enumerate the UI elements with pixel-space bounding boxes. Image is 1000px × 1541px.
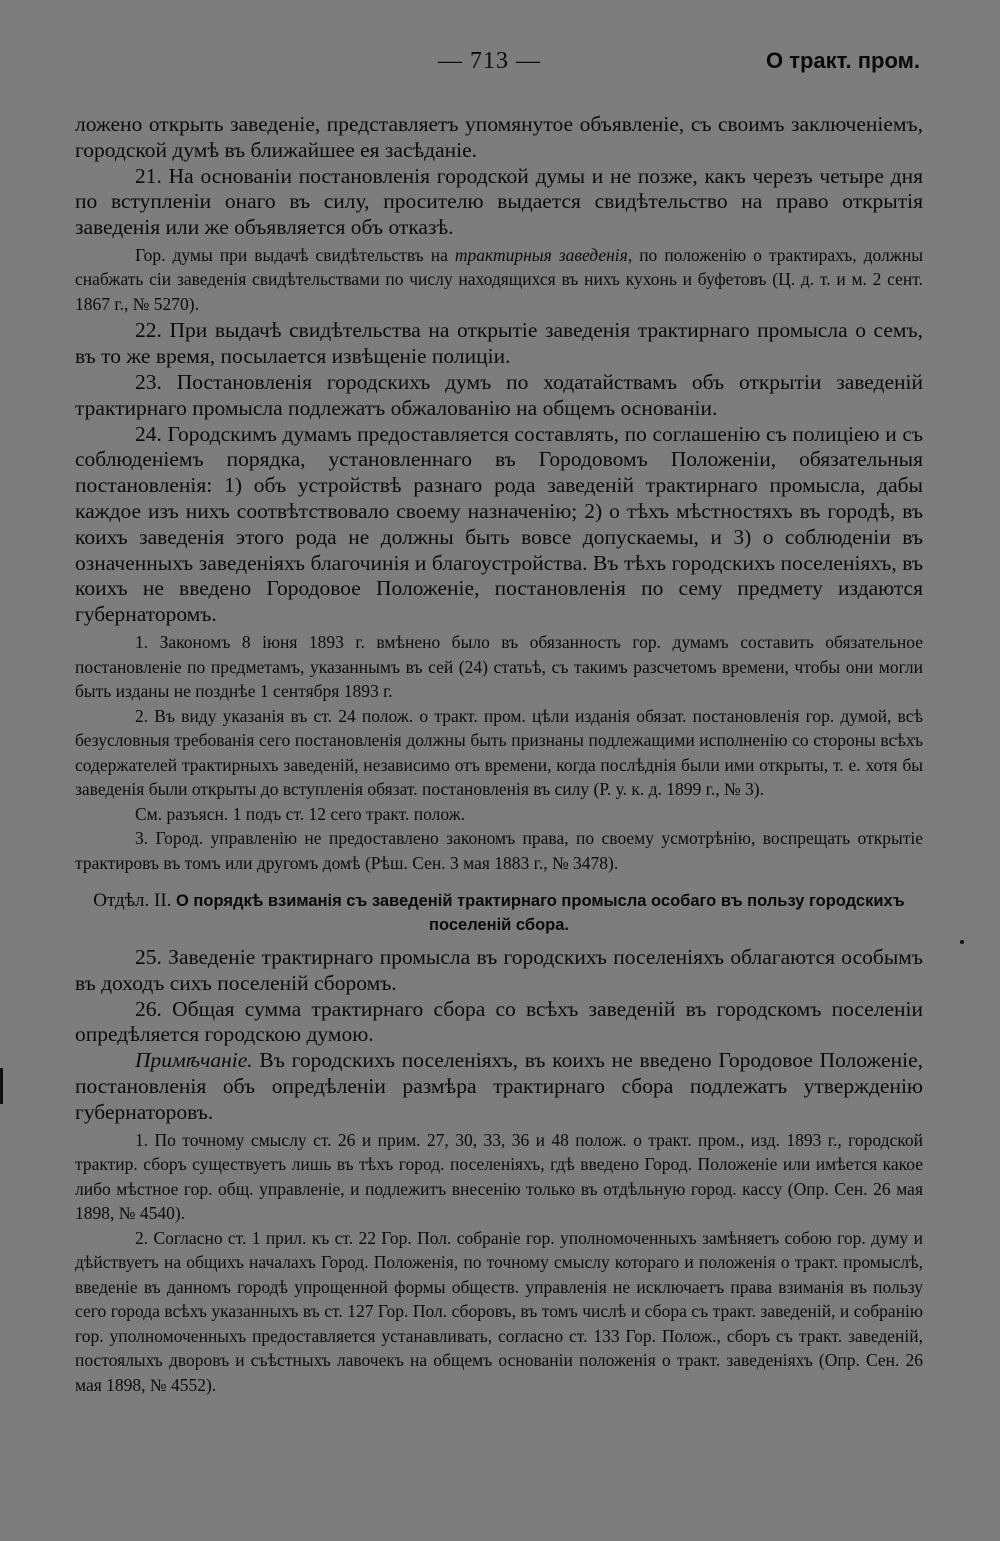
note-24-see: См. разъясн. 1 подъ ст. 12 сего тракт. полож. xyxy=(135,803,466,824)
article-25: 25. Заведеніе трактирнаго промысла въ городскихъ поселеніяхъ облагаются особымъ въ доходъ сихъ поселеній сборомъ. xyxy=(75,945,923,995)
running-title: О тракт. пром. xyxy=(765,48,920,73)
note-text-end: , по положенію о трактирахъ, должны снабжать сіи заведенія свидѣтельствами по числу находящихся въ нихъ кухонь и буфетовъ (Ц. д. т. и м. 2 сент. 1867 г., № 5270). xyxy=(75,244,923,314)
margin-bar xyxy=(0,1068,3,1104)
note-24-2: 2. Въ виду указанія въ ст. 24 полож. о тракт. пром. цѣли изданія обязат. постановленія гор. думой, всѣ безусловныя требованія сего постановленія должны быть признаны подлежащими исполненію со стороны всѣхъ содержателей трактирныхъ заведеній, независимо отъ времени, когда послѣднія были ими открыты, т. е. хотя бы заведенія были открыты до вступленія обязат. постановленія въ силу (Р. у. к. д. 1899 г., № 3). xyxy=(75,705,923,800)
section-title: О порядкѣ взиманія съ заведеній трактирнаго промысла особаго въ пользу городскихъ поселеній сбора. xyxy=(176,892,905,935)
margin-dot xyxy=(960,940,964,944)
note-26-1: 1. По точному смыслу ст. 26 и прим. 27, 30, 33, 36 и 48 полож. о тракт. пром., изд. 1893 г., городской трактир. сборъ существуетъ лишь въ тѣхъ город. поселеніяхъ, гдѣ введено Город. Положеніе или имѣется какое либо мѣстное гор. общ. управленіе, и подлежитъ внесенію только въ отдѣльную город. кассу (Опр. Сен. 26 мая 1898, № 4540). xyxy=(75,1129,923,1224)
page-header xyxy=(0,48,1000,82)
paragraph-continuation: ложено открыть заведеніе, представляетъ упомянутое объявленіе, съ своимъ заключеніемъ, городской думѣ въ ближайшее ея засѣданіе. xyxy=(75,112,923,162)
section-heading xyxy=(75,889,923,937)
remark xyxy=(75,1048,923,1125)
note-italic-term: трактирныя заведенія xyxy=(454,244,628,265)
article-23: 23. Постановленія городскихъ думъ по ходатайствамъ объ открытіи заведеній трактирнаго промысла подлежатъ обжалованію на общемъ основаніи. xyxy=(75,370,923,420)
article-22: 22. При выдачѣ свидѣтельства на открытіе заведенія трактирнаго промысла о семъ, въ то же время, посылается извѣщеніе полиціи. xyxy=(75,318,923,369)
note-text: Гор. думы при выдачѣ свидѣтельствъ на xyxy=(135,244,455,265)
note-24-3: 3. Город. управленію не предоставлено закономъ права, по своему усмотрѣнію, воспрещать открытіе трактировъ въ томъ или другомъ домѣ (Рѣш. Сен. 3 мая 1883 г., № 3478). xyxy=(75,828,923,873)
note-26-2: 2. Согласно ст. 1 прил. къ ст. 22 Гор. Пол. собраніе гор. уполномоченныхъ замѣняетъ собою гор. думу и дѣйствуетъ на общихъ началахъ Город. Положенія, по точному смыслу котораго и положенія о тракт. промыслѣ, введеніе въ данномъ городѣ упрощенной формы обществ. управленія не исключаетъ права взиманія въ пользу сего города всѣхъ указанныхъ въ ст. 127 Гор. Пол. сборовъ, въ томъ числѣ и сбора съ тракт. заведеній, и собранію гор. уполномоченныхъ предоставляется устанавливать, согласно ст. 133 Гор. Полож., сборъ съ тракт. заведеній, постоялыхъ дворовъ и съѣстныхъ лавочекъ на общемъ основаніи положенія о тракт. заведеніяхъ (Опр. Сен. 26 мая 1898, № 4552). xyxy=(75,1227,923,1395)
remark-label: Примѣчаніе. xyxy=(135,1048,253,1073)
article-24: 24. Городскимъ думамъ предоставляется составлять, по соглашенію съ полиціею и съ соблюденіемъ порядка, установленнаго въ Городовомъ Положеніи, обязательныя постановленія: 1) объ устройствѣ разнаго рода заведеній трактирнаго промысла, дабы каждое изъ нихъ соотвѣтствовало своему назначенію; 2) о тѣхъ мѣстностяхъ въ городѣ, въ коихъ заведенія этого рода не должны быть вовсе допускаемы, и 3) о соблюденіи въ означенныхъ заведеніяхъ благочинія и благоустройства. Въ тѣхъ городскихъ поселеніяхъ, въ коихъ не введено Городовое Положеніе, постановленія по сему предмету издаются губернаторомъ. xyxy=(75,421,923,627)
article-26: 26. Общая сумма трактирнаго сбора со всѣхъ заведеній въ городскомъ поселеніи опредѣляется городскою думою. xyxy=(75,996,923,1047)
page-body xyxy=(75,112,923,1397)
note-article-21 xyxy=(75,243,923,317)
section-label: Отдѣл. II. xyxy=(93,890,172,912)
article-21: 21. На основаніи постановленія городской думы и не позже, какъ черезъ четыре дня по вступленіи онаго въ силу, просителю выдается свидѣтельство на право открытія заведенія или же объявляется объ отказѣ. xyxy=(75,163,923,240)
note-24-1: 1. Закономъ 8 іюня 1893 г. вмѣнено было въ обязанность гор. думамъ составить обязательное постановленіе по предметамъ, указаннымъ въ сей (24) статьѣ, съ такимъ разсчетомъ времени, чтобы они могли быть изданы не позднѣе 1 сентября 1893 г. xyxy=(75,632,923,702)
page-number: — 713 — xyxy=(438,48,541,74)
remark-text: Въ городскихъ поселеніяхъ, въ коихъ не введено Городовое Положеніе, постановленія объ опредѣленіи размѣра трактирнаго сбора подлежатъ утвержденію губернаторовъ. xyxy=(75,1048,923,1124)
